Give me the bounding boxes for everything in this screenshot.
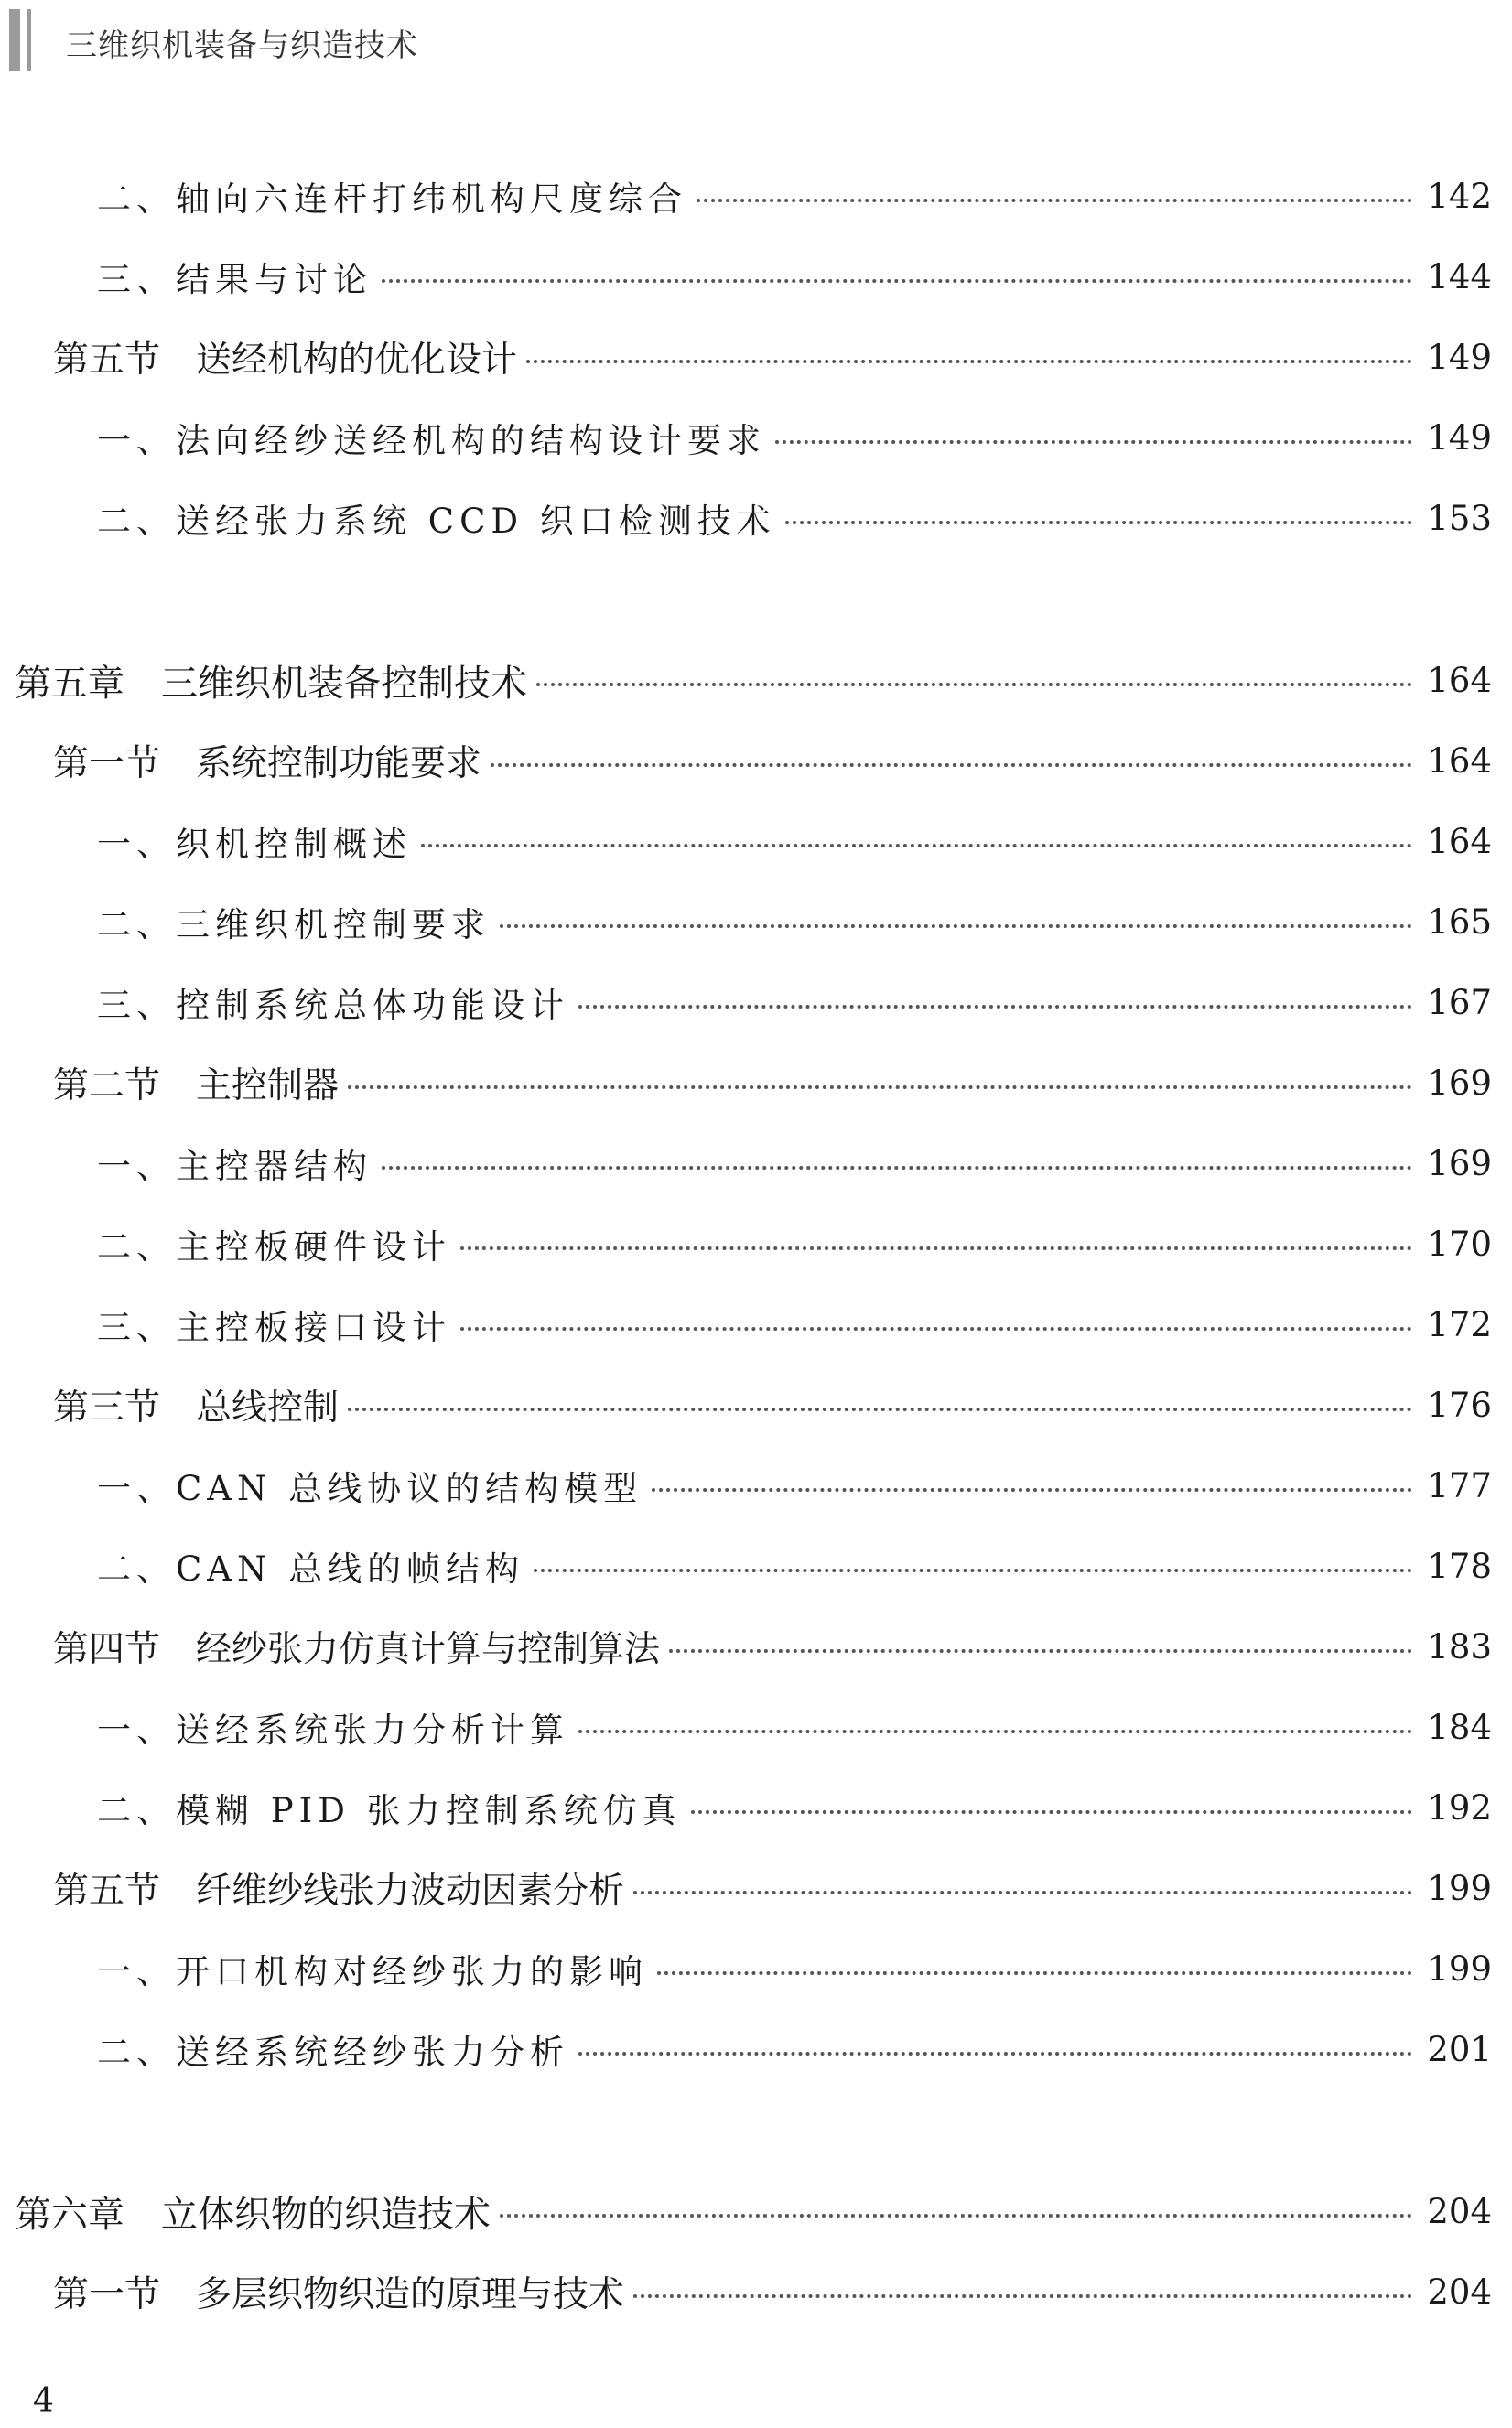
- toc-entry-page: 192: [1427, 1787, 1492, 1828]
- dot-leader: [534, 1569, 1412, 1572]
- dot-leader: [785, 521, 1413, 524]
- toc-entry[interactable]: [53, 329, 1492, 384]
- toc-entry-title: 三、结果与讨论: [97, 260, 373, 299]
- dot-leader: [348, 1408, 1412, 1411]
- dot-leader: [421, 844, 1412, 847]
- toc-entry-title: 一、织机控制概述: [97, 825, 412, 864]
- toc-entry[interactable]: [53, 1377, 1492, 1432]
- toc-entry-page: 169: [1427, 1063, 1492, 1103]
- dot-leader: [536, 683, 1412, 686]
- dot-leader: [657, 1971, 1412, 1975]
- dot-leader: [491, 763, 1412, 767]
- dot-leader: [500, 2214, 1412, 2218]
- toc-entry-title: 一、送经系统张力分析计算: [97, 1710, 569, 1750]
- toc-entry[interactable]: [53, 2264, 1492, 2319]
- toc-entry-page: 169: [1427, 1143, 1492, 1183]
- toc-entry[interactable]: [53, 1619, 1492, 1674]
- toc-entry-page: 149: [1427, 417, 1492, 458]
- dot-leader: [633, 2294, 1412, 2298]
- toc-entry-page: 178: [1427, 1546, 1492, 1586]
- dot-leader: [382, 279, 1412, 283]
- dot-leader: [633, 1891, 1412, 1894]
- toc-entry[interactable]: [97, 491, 1492, 545]
- dot-leader: [578, 1730, 1412, 1733]
- toc-entry-title: 三、主控板接口设计: [97, 1308, 451, 1347]
- toc-entry-page: 164: [1427, 740, 1492, 781]
- dot-leader: [348, 1085, 1412, 1089]
- toc-entry-page: 149: [1427, 337, 1492, 377]
- toc-entry-page: 165: [1427, 901, 1492, 942]
- toc-entry[interactable]: [97, 1297, 1492, 1352]
- toc-entry-title: 第二节 主控制器: [53, 1065, 340, 1106]
- dot-leader: [526, 360, 1412, 363]
- toc-entry-page: 201: [1427, 2029, 1492, 2069]
- toc-entry[interactable]: [53, 1861, 1492, 1915]
- toc-entry-title: 第三节 总线控制: [53, 1387, 340, 1429]
- toc-entry[interactable]: [53, 1055, 1492, 1110]
- toc-entry-page: 177: [1427, 1465, 1492, 1505]
- toc-entry-page: 183: [1427, 1626, 1492, 1667]
- toc-entry-title: 一、开口机构对经纱张力的影响: [97, 1952, 648, 1991]
- toc-entry[interactable]: [97, 410, 1492, 465]
- dot-leader: [652, 1488, 1412, 1492]
- toc-entry-page: 204: [1427, 2191, 1492, 2231]
- dot-leader: [669, 1649, 1412, 1653]
- toc-entry[interactable]: [97, 814, 1492, 869]
- toc-entry-page: 172: [1427, 1304, 1492, 1344]
- toc-entry-page: 204: [1427, 2272, 1492, 2312]
- book-title: 三维织机装备与织造技术: [66, 27, 418, 64]
- toc-entry-title: 二、CAN 总线的帧结构: [97, 1549, 525, 1589]
- toc-entry[interactable]: [97, 894, 1492, 949]
- toc-entry-title: 三、控制系统总体功能设计: [97, 986, 569, 1025]
- toc-entry-page: 164: [1427, 660, 1492, 700]
- page-number: 4: [33, 2382, 54, 2420]
- toc-entry-title: 第五章 三维织机装备控制技术: [15, 662, 527, 705]
- toc-entry-page: 144: [1427, 256, 1492, 297]
- toc-entry-title: 一、CAN 总线协议的结构模型: [97, 1469, 643, 1508]
- toc-entry-page: 153: [1427, 498, 1492, 538]
- toc-entry-title: 二、送经系统经纱张力分析: [97, 2033, 569, 2072]
- dot-leader: [500, 924, 1412, 928]
- toc-entry-title: 第一节 多层织物织造的原理与技术: [53, 2274, 625, 2315]
- dot-leader: [697, 199, 1412, 202]
- toc-entry[interactable]: [97, 249, 1492, 304]
- toc-entry-title: 二、模糊 PID 张力控制系统仿真: [97, 1791, 682, 1830]
- toc-entry-page: 176: [1427, 1385, 1492, 1425]
- dot-leader: [578, 2052, 1412, 2056]
- toc-entry-page: 167: [1427, 982, 1492, 1022]
- toc-entry-title: 第五节 纤维纱线张力波动因素分析: [53, 1871, 625, 1912]
- toc-entry-title: 二、主控板硬件设计: [97, 1227, 451, 1267]
- toc-entry[interactable]: [97, 1458, 1492, 1513]
- dot-leader: [691, 1810, 1413, 1814]
- dot-leader: [460, 1246, 1412, 1250]
- toc-entry-title: 一、法向经纱送经机构的结构设计要求: [97, 421, 766, 460]
- toc-entry-page: 199: [1427, 1868, 1492, 1908]
- toc-entry[interactable]: [53, 733, 1492, 788]
- toc-entry[interactable]: [97, 2022, 1492, 2077]
- toc-entry-page: 199: [1427, 1948, 1492, 1989]
- toc-entry-page: 184: [1427, 1707, 1492, 1747]
- toc-entry[interactable]: [97, 1941, 1492, 1996]
- toc-entry-page: 164: [1427, 821, 1492, 861]
- toc-entry-title: 二、送经张力系统 CCD 织口检测技术: [97, 502, 776, 541]
- toc-entry[interactable]: [15, 653, 1492, 707]
- toc-entry-title: 二、三维织机控制要求: [97, 905, 491, 944]
- toc-entry-title: 第一节 系统控制功能要求: [53, 743, 482, 784]
- toc-entry-page: 170: [1427, 1224, 1492, 1264]
- toc-entry[interactable]: [97, 1538, 1492, 1593]
- toc-entry[interactable]: [97, 1700, 1492, 1754]
- toc-entry[interactable]: [97, 1216, 1492, 1271]
- toc-entry-title: 一、主控器结构: [97, 1147, 373, 1186]
- toc-entry-page: 142: [1427, 176, 1492, 216]
- toc-entry[interactable]: [97, 975, 1492, 1030]
- toc-entry[interactable]: [97, 1136, 1492, 1191]
- toc-entry-title: 第六章 立体织物的织造技术: [15, 2193, 491, 2236]
- toc-entry-title: 二、轴向六连杆打纬机构尺度综合: [97, 179, 687, 219]
- toc-entry[interactable]: [15, 2184, 1492, 2239]
- dot-leader: [775, 440, 1412, 444]
- toc-entry-title: 第四节 经纱张力仿真计算与控制算法: [53, 1629, 661, 1670]
- toc-entry[interactable]: [97, 1780, 1492, 1835]
- toc-entry[interactable]: [97, 168, 1492, 223]
- dot-leader: [382, 1166, 1412, 1170]
- dot-leader: [460, 1327, 1412, 1331]
- dot-leader: [578, 1005, 1412, 1009]
- toc-entry-title: 第五节 送经机构的优化设计: [53, 340, 518, 381]
